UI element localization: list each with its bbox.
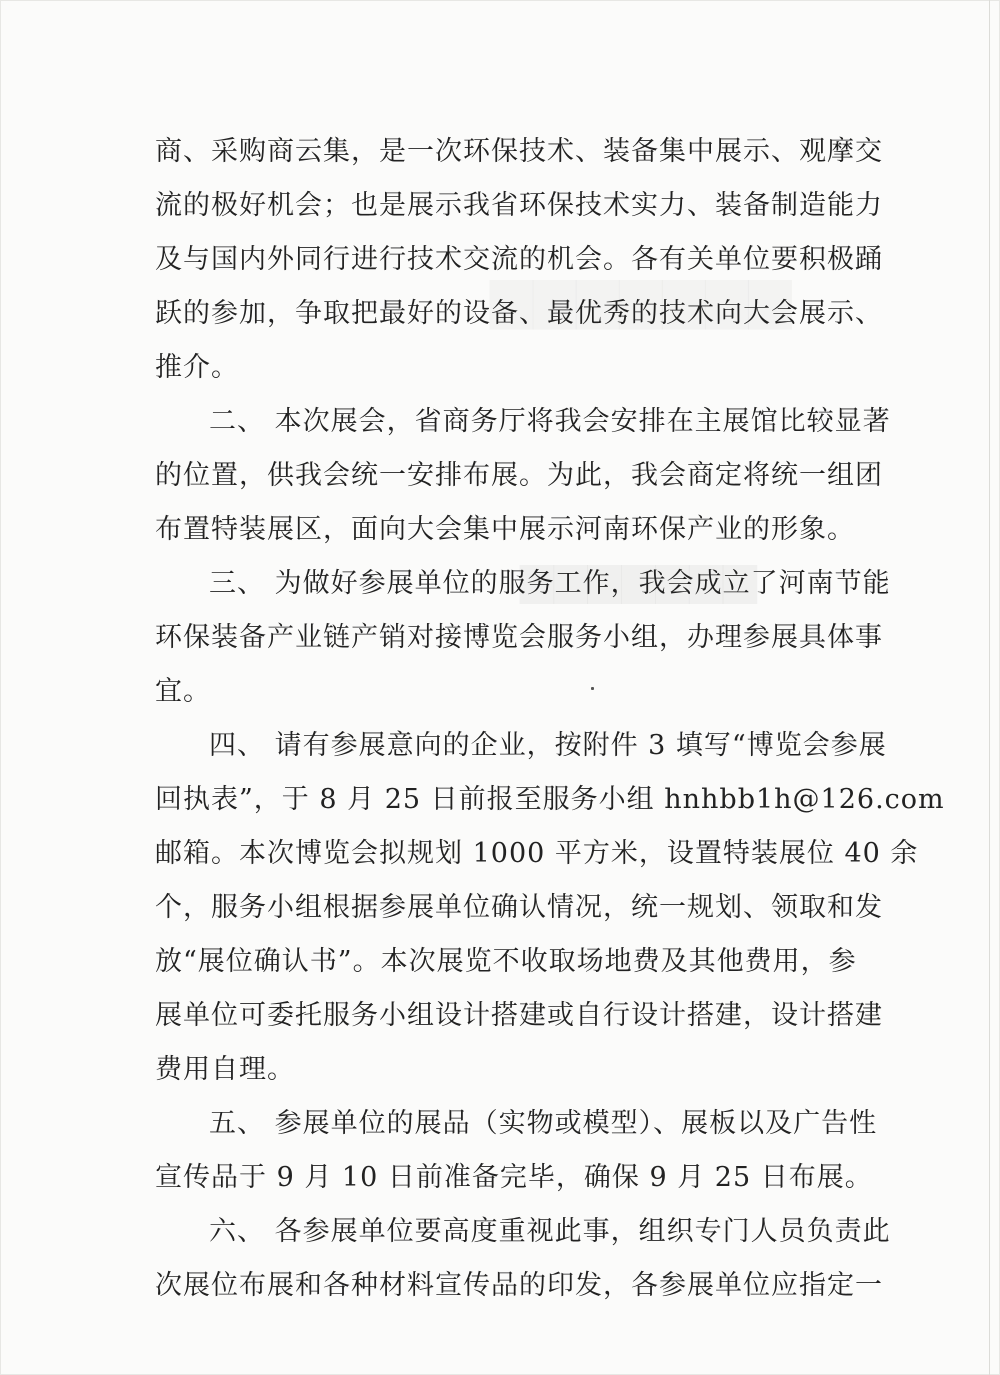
paragraph — [155, 1205, 891, 1313]
text-line: 跃的参加，争取把最好的设备、最优秀的技术向大会展示、 — [155, 298, 883, 329]
text-line: 五、 参展单位的展品（实物或模型）、展板以及广告性 — [209, 1108, 878, 1139]
text-line: 六、 各参展单位要高度重视此事，组织专门人员负责此 — [209, 1216, 891, 1247]
text-line: 及与国内外同行进行技术交流的机会。各有关单位要积极踊 — [155, 244, 883, 275]
paragraph — [155, 125, 883, 395]
paragraph — [155, 1097, 878, 1205]
text-line: 四、 请有参展意向的企业，按附件 3 填写“博览会参展 — [209, 730, 887, 761]
text-line: 商、采购商云集，是一次环保技术、装备集中展示、观摩交 — [155, 136, 883, 167]
text-line: 推介。 — [155, 352, 239, 383]
paragraph — [155, 719, 945, 1097]
paragraph — [155, 395, 891, 557]
text-line: 次展位布展和各种材料宣传品的印发，各参展单位应指定一 — [155, 1270, 883, 1301]
text-line: 二、 本次展会，省商务厅将我会安排在主展馆比较显著 — [209, 406, 891, 437]
text-line: 流的极好机会；也是展示我省环保技术实力、装备制造能力 — [155, 190, 883, 221]
text-line: 布置特装展区，面向大会集中展示河南环保产业的形象。 — [155, 514, 855, 545]
text-line: 展单位可委托服务小组设计搭建或自行设计搭建，设计搭建 — [155, 1000, 883, 1031]
text-line: 宜。 — [155, 676, 211, 707]
text-line: 环保装备产业链产销对接博览会服务小组，办理参展具体事 — [155, 622, 883, 653]
text-line: 放“展位确认书”。本次展览不收取场地费及其他费用，参 — [155, 946, 857, 977]
document-body — [155, 125, 945, 1313]
text-line: 回执表”，于 8 月 25 日前报至服务小组 hnhbb1h@126.com — [155, 784, 945, 815]
page-edge-line — [989, 0, 990, 1375]
text-line: 三、 为做好参展单位的服务工作，我会成立了河南节能 — [209, 568, 891, 599]
text-line: 费用自理。 — [155, 1054, 295, 1085]
paragraph — [155, 557, 891, 719]
text-line: 个，服务小组根据参展单位确认情况，统一规划、领取和发 — [155, 892, 883, 923]
text-line: 的位置，供我会统一安排布展。为此，我会商定将统一组团 — [155, 460, 883, 491]
text-line: 宣传品于 9 月 10 日前准备完毕，确保 9 月 25 日布展。 — [155, 1162, 873, 1193]
text-line: 邮箱。本次博览会拟规划 1000 平方米，设置特装展位 40 余 — [155, 838, 919, 869]
